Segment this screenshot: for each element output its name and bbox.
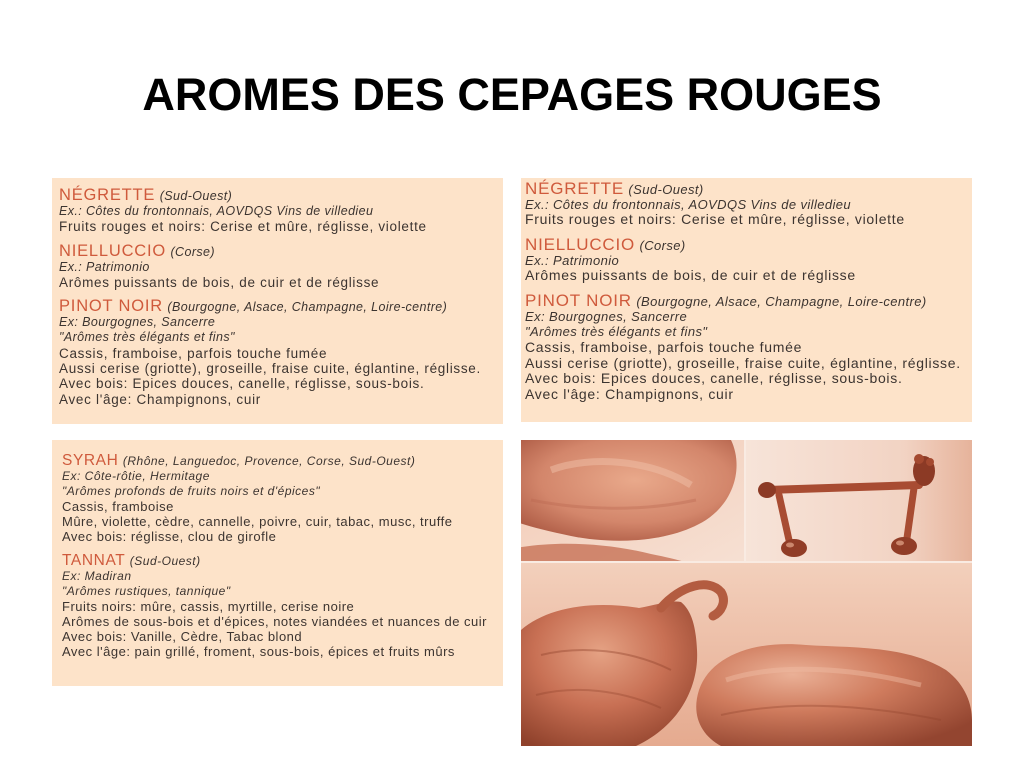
grape-panel-bottom-left (52, 440, 503, 686)
illustration-photo (521, 440, 972, 746)
grape-entry-pinot-noir (59, 298, 503, 407)
wine-examples: Ex.: Patrimonio (525, 252, 620, 268)
grape-entry-tannat (62, 552, 503, 659)
grape-region: (Corse) (170, 244, 215, 259)
aroma-line: Mûre, violette, cèdre, cannelle, poivre, cuir, tabac, musc, truffe (62, 513, 453, 529)
aroma-line: Avec bois: Epices douces, canelle, réglisse, sous-bois. (59, 376, 425, 392)
tasting-quote: "Arômes très élégants et fins" (59, 330, 235, 345)
tasting-quote: "Arômes profonds de fruits noirs et d'épices" (62, 483, 321, 498)
aroma-line: Fruits rouges et noirs: Cerise et mûre, réglisse, violette (59, 219, 427, 235)
aroma-line: Aussi cerise (griotte), groseille, fraise cuite, églantine, réglisse. (59, 361, 481, 377)
grape-heading (525, 292, 972, 309)
grape-heading (62, 452, 503, 469)
aroma-line: Cassis, framboise, parfois touche fumée (59, 345, 328, 361)
aroma-line: Cassis, framboise, parfois touche fumée (525, 339, 803, 356)
grape-name: NÉGRETTE (525, 178, 624, 198)
grape-panel-top-left (52, 178, 503, 424)
dried-apricot-photo (521, 440, 745, 564)
tasting-quote: "Arômes très élégants et fins" (525, 324, 708, 340)
aroma-line: Fruits rouges et noirs: Cerise et mûre, réglisse, violette (525, 211, 905, 228)
aroma-line: Avec bois: Epices douces, canelle, réglisse, sous-bois. (525, 370, 903, 387)
wine-examples: Ex: Côte-rôtie, Hermitage (62, 468, 210, 483)
grape-name: NIELLUCCIO (59, 241, 167, 260)
grape-region: (Corse) (639, 237, 686, 253)
wine-examples: Ex.: Patrimonio (59, 259, 150, 274)
clove-bud (758, 482, 776, 498)
grape-panel-top-right (521, 178, 972, 422)
cloves-photo (745, 440, 972, 562)
wine-examples: Ex: Bourgognes, Sancerre (59, 315, 216, 330)
aroma-line: Avec l'âge: Champignons, cuir (525, 385, 734, 402)
grape-region: (Sud-Ouest) (628, 181, 704, 197)
tasting-quote: "Arômes rustiques, tannique" (62, 583, 231, 598)
grape-entry-negrette (59, 187, 503, 235)
aroma-line: Aussi cerise (griotte), groseille, fraise cuite, églantine, réglisse. (525, 354, 961, 371)
aroma-line: Avec bois: réglisse, clou de girofle (62, 528, 277, 544)
grape-name: NÉGRETTE (59, 186, 156, 204)
grape-entry-negrette (525, 180, 972, 228)
wine-examples: Ex.: Côtes du frontonnais, AOVDQS Vins de villedieu (59, 204, 374, 218)
grape-name: TANNAT (62, 551, 126, 569)
aroma-line: Avec l'âge: pain grillé, froment, sous-bois, épices et fruits mûrs (62, 643, 455, 659)
grape-name: PINOT NOIR (525, 290, 632, 310)
grape-entry-nielluccio (59, 243, 503, 291)
dried-figs-photo (521, 562, 972, 746)
grape-heading (525, 236, 972, 253)
grape-name: NIELLUCCIO (525, 234, 636, 254)
grape-region: (Sud-Ouest) (159, 189, 233, 203)
grape-heading (59, 298, 503, 315)
clove-bud (781, 539, 807, 557)
wine-examples: Ex.: Côtes du frontonnais, AOVDQS Vins de villedieu (525, 196, 852, 212)
aroma-line: Arômes de sous-bois et d'épices, notes viandées et nuances de cuir (62, 613, 487, 629)
clove (767, 485, 919, 490)
photo-collage (521, 440, 972, 746)
grape-region: (Rhône, Languedoc, Provence, Corse, Sud-Ouest) (122, 453, 416, 468)
grape-heading (525, 180, 972, 197)
grape-region: (Sud-Ouest) (129, 553, 201, 568)
grape-entry-nielluccio (525, 236, 972, 284)
grape-name: SYRAH (62, 451, 119, 469)
clove-bud (891, 537, 917, 555)
aroma-line: Arômes puissants de bois, de cuir et de réglisse (59, 274, 380, 290)
grape-heading (59, 187, 503, 204)
aroma-line: Avec l'âge: Champignons, cuir (59, 391, 261, 407)
slide-title: AROMES DES CEPAGES ROUGES (142, 69, 882, 120)
grape-entry-syrah (62, 452, 503, 544)
aroma-line: Avec bois: Vanille, Cèdre, Tabac blond (62, 628, 303, 644)
wine-examples: Ex: Madiran (62, 568, 132, 583)
grape-heading (62, 552, 503, 569)
aroma-line: Arômes puissants de bois, de cuir et de réglisse (525, 267, 856, 284)
grape-heading (59, 243, 503, 260)
grape-name: PINOT NOIR (59, 297, 163, 316)
aroma-line: Fruits noirs: mûre, cassis, myrtille, cerise noire (62, 598, 355, 614)
aroma-line: Cassis, framboise (62, 498, 174, 514)
grape-region: (Bourgogne, Alsace, Champagne, Loire-centre) (636, 293, 927, 309)
wine-examples: Ex: Bourgognes, Sancerre (525, 308, 688, 324)
grape-entry-pinot-noir (525, 292, 972, 403)
grape-region: (Bourgogne, Alsace, Champagne, Loire-centre) (167, 300, 448, 315)
